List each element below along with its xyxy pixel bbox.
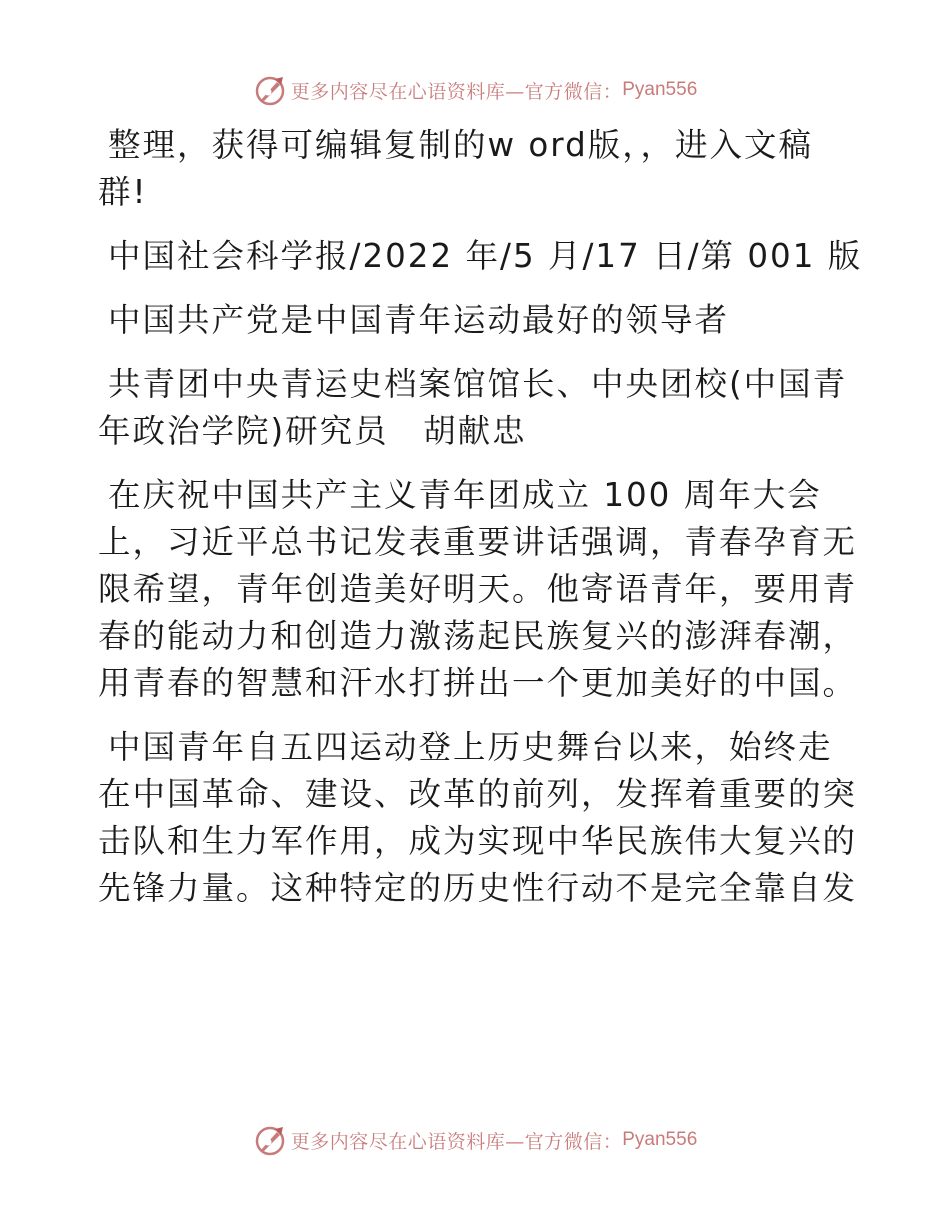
watermark-text: 更多内容尽在心语资料库—官方微信： — [290, 80, 623, 103]
text-line: 在庆祝中国共产主义青年团成立 100 周年大会 — [108, 476, 822, 514]
quill-logo-icon — [253, 1123, 287, 1157]
text-line: 先锋力量。这种特定的历史性行动不是完全靠自发 — [98, 869, 858, 907]
text-line: 共青团中央青运史档案馆馆长、中央团校(中国青 — [108, 365, 848, 403]
source-line — [98, 233, 863, 280]
text-line: 击队和生力军作用，成为实现中华民族伟大复兴的 — [98, 822, 858, 860]
author-line — [98, 361, 858, 455]
quill-logo-icon — [253, 73, 287, 107]
text-line: 中国共产党是中国青年运动最好的领导者 — [108, 301, 730, 339]
text-line: 群! — [98, 173, 148, 211]
body-paragraph — [98, 472, 858, 707]
text-line: 中国青年自五四运动登上历史舞台以来，始终走 — [108, 728, 833, 766]
watermark-footer — [0, 1120, 950, 1160]
text-line: 用青春的智慧和汗水打拼出一个更加美好的中国。 — [98, 664, 858, 702]
watermark-text: 更多内容尽在心语资料库—官方微信： — [290, 1130, 623, 1153]
text-line: 中国社会科学报/2022 年/5 月/17 日/第 001 版 — [108, 237, 863, 275]
text-line: 整理，获得可编辑复制的w ord版，，进入文稿 — [108, 126, 813, 164]
text-line: 春的能动力和创造力激荡起民族复兴的澎湃春潮， — [98, 617, 858, 655]
watermark-header — [0, 70, 950, 110]
watermark-account: Pyan556 — [622, 1129, 698, 1150]
intro-paragraph — [98, 122, 858, 216]
text-line: 在中国革命、建设、改革的前列，发挥着重要的突 — [98, 775, 858, 813]
text-line: 上，习近平总书记发表重要讲话强调，青春孕育无 — [98, 523, 858, 561]
text-line: 年政治学院)研究员 胡献忠 — [98, 412, 527, 450]
document-body — [98, 122, 863, 929]
body-paragraph — [98, 724, 858, 912]
watermark-account: Pyan556 — [622, 79, 698, 100]
article-title — [98, 297, 858, 344]
text-line: 限希望，青年创造美好明天。他寄语青年，要用青 — [98, 570, 858, 608]
